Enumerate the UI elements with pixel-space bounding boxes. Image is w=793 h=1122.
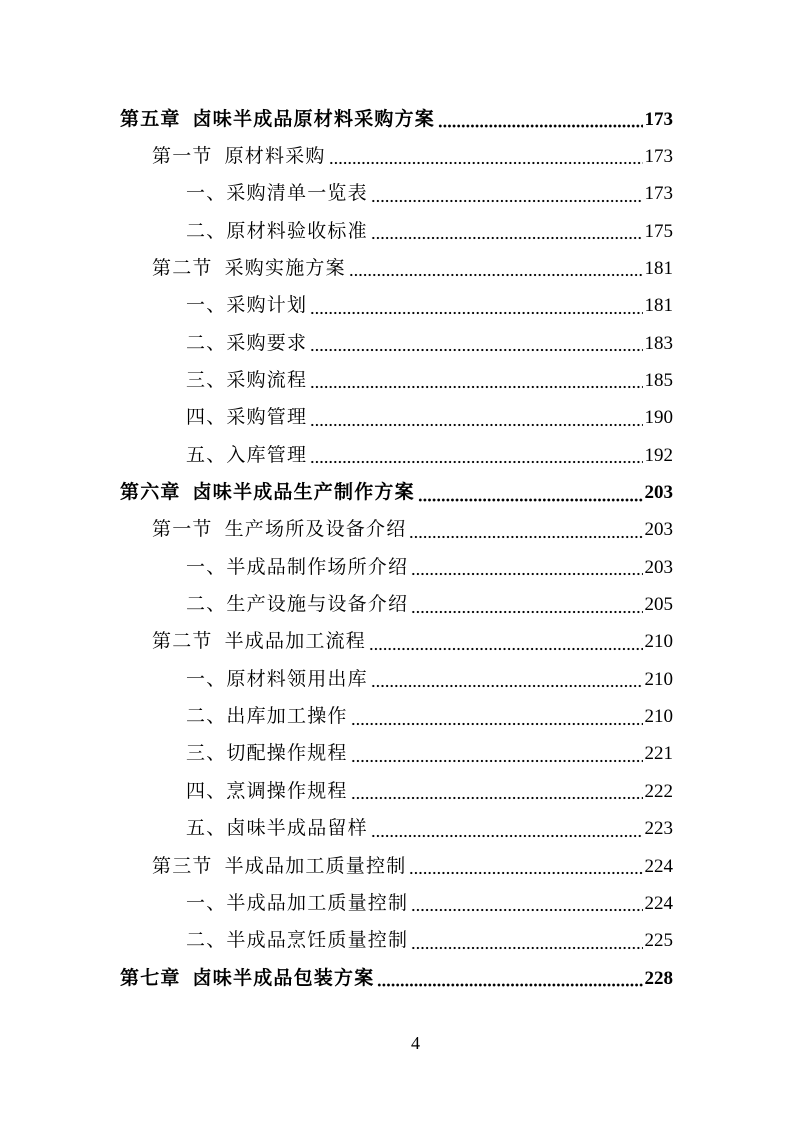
toc-entry-page: 183 [644,332,673,354]
toc-dot-leader [351,722,643,726]
toc-entry-title: 采购要求 [226,331,308,354]
toc-entry-label: 四、 [186,779,227,802]
toc-chapter-entry[interactable] [120,474,673,511]
toc-item-entry[interactable] [186,549,673,586]
toc-entry-label: 一、 [186,294,227,317]
toc-entry-label: 一、 [186,182,227,205]
toc-entry-page: 185 [644,369,673,391]
toc-entry-label: 一、 [186,555,227,578]
toc-item-entry[interactable] [186,661,673,698]
toc-section-entry[interactable] [152,623,673,660]
toc-entry-page: 203 [644,482,673,503]
toc-dot-leader [351,759,643,763]
toc-entry-title: 生产设施与设备介绍 [226,593,409,616]
toc-dot-leader [418,498,643,502]
toc-dot-leader [369,647,642,651]
toc-entry-page: 173 [644,183,673,205]
toc-item-entry[interactable] [186,810,673,847]
toc-item-entry[interactable] [186,287,673,324]
toc-entry-title: 半成品加工流程 [224,630,367,653]
toc-entry-title: 原材料验收标准 [226,219,368,242]
toc-dot-leader [411,572,642,576]
toc-entry-title: 原材料领用出库 [226,667,368,690]
toc-entry-page: 221 [644,743,673,765]
toc-entry-title: 半成品加工质量控制 [226,891,409,914]
toc-entry-label: 二、 [186,593,227,616]
toc-dot-leader [351,796,643,800]
toc-dot-leader [411,946,642,950]
toc-entry-title: 卤味半成品生产制作方案 [192,481,415,503]
toc-entry-label: 二、 [186,219,227,242]
toc-entry-page: 210 [644,668,673,690]
toc-entry-label: 一、 [186,667,227,690]
toc-entry-page: 224 [644,855,673,877]
toc-item-entry[interactable] [186,885,673,922]
toc-entry-page: 225 [644,930,673,952]
toc-dot-leader [329,161,643,165]
toc-entry-title: 半成品制作场所介绍 [226,555,409,578]
toc-item-entry[interactable] [186,437,673,474]
toc-dot-leader [411,908,642,912]
toc-entry-page: 190 [644,407,673,429]
toc-entry-label: 第二节 [152,256,213,279]
toc-entry-page: 181 [644,295,673,317]
toc-dot-leader [409,535,642,539]
toc-entry-label: 第一节 [152,518,213,541]
toc-entry-label: 三、 [186,742,227,765]
toc-dot-leader [377,983,642,987]
toc-dot-leader [349,273,643,277]
toc-dot-leader [371,834,643,838]
toc-entry-title: 半成品加工质量控制 [224,854,407,877]
toc-item-entry[interactable] [186,586,673,623]
toc-entry-label: 二、 [186,331,227,354]
toc-entry-label: 第三节 [152,854,213,877]
toc-entry-title: 卤味半成品包装方案 [192,966,375,989]
toc-entry-page: 173 [644,108,673,130]
toc-entry-title: 采购实施方案 [224,256,346,279]
toc-section-entry[interactable] [152,848,673,885]
toc-entry-page: 175 [644,220,673,242]
toc-entry-label: 二、 [186,705,227,728]
toc-dot-leader [411,610,642,614]
toc-entry-label: 四、 [186,406,227,429]
toc-entry-page: 210 [644,631,673,653]
toc-entry-label: 第五章 [120,107,181,130]
toc-section-entry[interactable] [152,138,673,175]
toc-entry-label: 第六章 [120,481,181,503]
toc-entry-label: 第七章 [120,966,181,989]
toc-entry-title: 采购管理 [226,406,308,429]
toc-item-entry[interactable] [186,698,673,735]
toc-entry-page: 192 [644,444,673,466]
toc-entry-page: 224 [644,892,673,914]
toc-entry-label: 第一节 [152,144,213,167]
toc-entry-title: 卤味半成品留样 [226,817,368,840]
toc-dot-leader [409,871,642,875]
toc-entry-title: 原材料采购 [224,144,326,167]
toc-item-entry[interactable] [186,399,673,436]
toc-entry-page: 203 [644,519,673,541]
toc-dot-leader [310,423,642,427]
toc-dot-leader [310,460,642,464]
toc-entry-page: 203 [644,556,673,578]
toc-dot-leader [371,236,643,240]
toc-entry-page: 205 [644,594,673,616]
toc-item-entry[interactable] [186,922,673,959]
toc-item-entry[interactable] [186,175,673,212]
toc-entry-title: 卤味半成品原材料采购方案 [192,107,436,130]
toc-entry-label: 一、 [186,891,227,914]
page-number: 4 [411,1033,420,1053]
toc-dot-leader [371,684,643,688]
toc-section-entry[interactable] [152,250,673,287]
toc-item-entry[interactable] [186,325,673,362]
toc-item-entry[interactable] [186,773,673,810]
toc-dot-leader [438,124,642,128]
toc-section-entry[interactable] [152,511,673,548]
toc-entry-title: 出库加工操作 [226,705,348,728]
toc-chapter-entry[interactable] [120,101,673,138]
toc-entry-label: 五、 [186,443,227,466]
toc-entry-title: 烹调操作规程 [226,779,348,802]
toc-entry-label: 五、 [186,817,227,840]
toc-entry-page: 173 [644,145,673,167]
toc-item-entry[interactable] [186,213,673,250]
toc-dot-leader [310,385,642,389]
toc-entry-page: 223 [644,818,673,840]
toc-dot-leader [371,199,643,203]
toc-entry-page: 181 [644,257,673,279]
toc-entry-title: 切配操作规程 [226,742,348,765]
toc-entry-title: 采购计划 [226,294,308,317]
toc-entry-title: 生产场所及设备介绍 [224,518,407,541]
toc-item-entry[interactable] [186,362,673,399]
toc-chapter-entry[interactable] [120,960,673,997]
toc-entry-label: 第二节 [152,630,213,653]
toc-dot-leader [310,348,642,352]
toc-entry-title: 采购清单一览表 [226,182,368,205]
toc-entry-page: 222 [644,780,673,802]
toc-entry-title: 半成品烹饪质量控制 [226,929,409,952]
toc-entry-label: 三、 [186,368,227,391]
toc-entry-page: 228 [644,967,673,989]
toc-entry-title: 入库管理 [226,443,308,466]
toc-entry-page: 210 [644,706,673,728]
toc-dot-leader [310,311,642,315]
toc-item-entry[interactable] [186,735,673,772]
toc-entry-label: 二、 [186,929,227,952]
toc-entry-title: 采购流程 [226,368,308,391]
